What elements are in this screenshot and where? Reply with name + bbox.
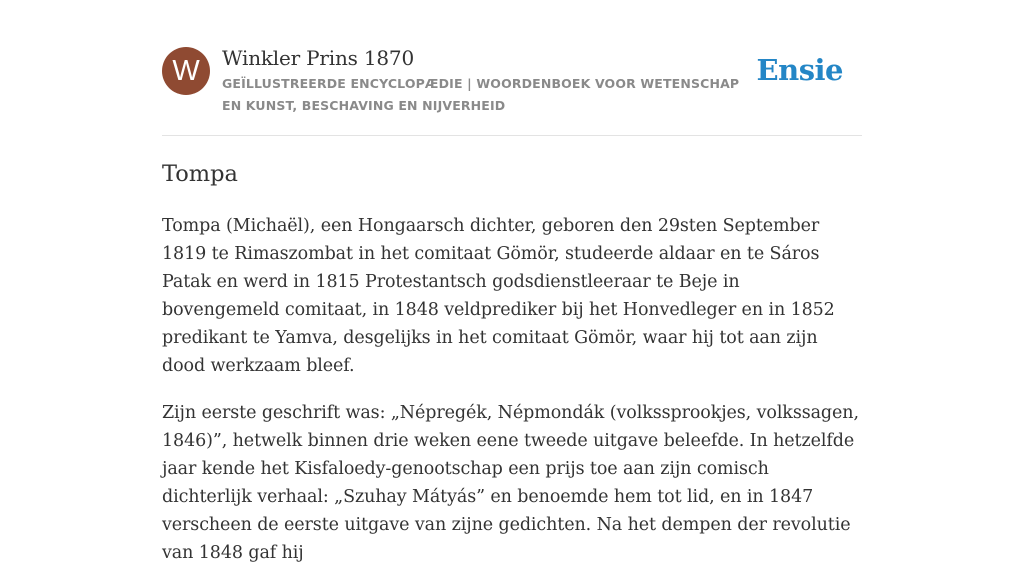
article-title: Tompa xyxy=(162,161,238,187)
source-subtitle: GEÏLLUSTREERDE ENCYCLOPÆDIE | WOORDENBOEK VOOR WETENSCHAP EN KUNST, BESCHAVING EN NIJVERHEID xyxy=(222,76,740,113)
header-divider xyxy=(162,135,862,136)
ensie-logo-link[interactable]: Ensie xyxy=(756,53,843,87)
article-paragraph-2: Zijn eerste geschrift was: „Népregék, Népmondák (volkssprookjes, volkssagen, 1846)”, hetwelk binnen drie weken eene tweede uitgave beleefde. In hetzelfde jaar kende het Kisfaloedy-genootschap een prijs toe aan zijn comisch dichterlijk verhaal: „Szuhay Mátyás” en benoemde hem tot lid, en in 1847 verscheen de eerste uitgave van zijne gedichten. Na het dempen der revolutie van 1848 gaf hij xyxy=(162,403,859,563)
source-title[interactable]: Winkler Prins 1870 xyxy=(222,46,414,70)
page-header xyxy=(162,44,862,116)
article-paragraph-1: Tompa (Michaël), een Hongaarsch dichter, geboren den 29sten September 1819 te Rimaszombat in het comitaat Gömör, studeerde aldaar en te Sáros Patak en werd in 1815 Protestantsch godsdienstleeraar te Beje in bovengemeld comitaat, in 1848 veldprediker bij het Honvedleger en in 1852 predikant te Yamva, desgelijks in het comitaat Gömör, waar hij tot aan zijn dood werkzaam bleef. xyxy=(162,216,835,376)
article-body xyxy=(162,212,862,563)
avatar[interactable]: W xyxy=(162,47,210,95)
